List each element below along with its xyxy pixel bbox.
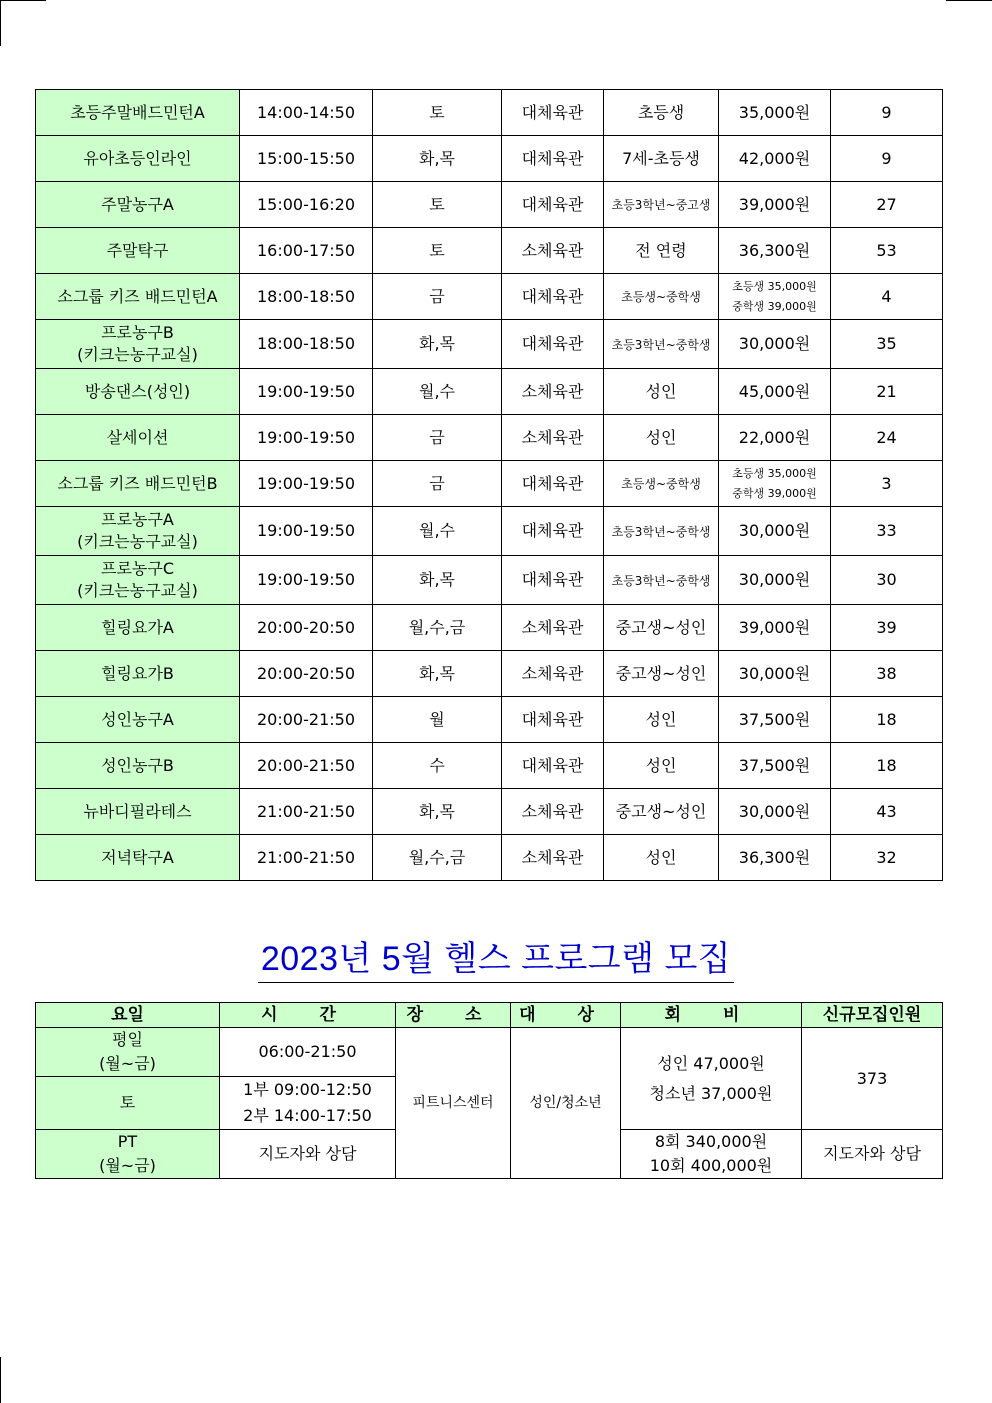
- program-place: 대체육관: [502, 90, 604, 136]
- program-target: 중고생~성인: [604, 651, 719, 697]
- program-name: 초등주말배드민턴A: [36, 90, 240, 136]
- program-fee: 36,300원: [719, 228, 831, 274]
- health-table: [35, 1002, 943, 1179]
- program-count: 35: [831, 320, 943, 369]
- program-fee: 30,000원: [719, 507, 831, 556]
- program-fee: 30,000원: [719, 651, 831, 697]
- weekday-label: 평일 (월~금): [36, 1028, 220, 1077]
- program-target: 초등3학년~중학생: [604, 556, 719, 605]
- program-place: 소체육관: [502, 415, 604, 461]
- program-fee: 37,500원: [719, 697, 831, 743]
- pt-fee: 8회 340,000원 10회 400,000원: [621, 1130, 802, 1179]
- crop-mark: [0, 1357, 1, 1403]
- program-time: 16:00-17:50: [240, 228, 373, 274]
- program-count: 9: [831, 90, 943, 136]
- program-row: [36, 789, 943, 835]
- header-target: 대 상: [511, 1003, 621, 1028]
- weekday-time: 06:00-21:50: [220, 1028, 396, 1077]
- program-count: 38: [831, 651, 943, 697]
- program-target: 중고생~성인: [604, 605, 719, 651]
- program-place: 대체육관: [502, 507, 604, 556]
- program-target: 초등생~중학생: [604, 274, 719, 320]
- pt-label: PT (월~금): [36, 1130, 220, 1179]
- program-day: 토: [373, 90, 502, 136]
- program-fee: 초등생 35,000원 중학생 39,000원: [719, 274, 831, 320]
- program-time: 20:00-20:50: [240, 605, 373, 651]
- program-fee: 39,000원: [719, 182, 831, 228]
- program-time: 18:00-18:50: [240, 274, 373, 320]
- program-name: 소그룹 키즈 배드민턴B: [36, 461, 240, 507]
- program-row: [36, 605, 943, 651]
- header-time: 시 간: [220, 1003, 396, 1028]
- program-name: 프로농구A (키크는농구교실): [36, 507, 240, 556]
- program-count: 43: [831, 789, 943, 835]
- program-row: [36, 697, 943, 743]
- program-row: [36, 556, 943, 605]
- program-day: 화,목: [373, 556, 502, 605]
- saturday-label: 토: [36, 1077, 220, 1130]
- program-name: 힐링요가A: [36, 605, 240, 651]
- program-day: 수: [373, 743, 502, 789]
- saturday-time: 1부 09:00-12:50 2부 14:00-17:50: [220, 1077, 396, 1130]
- program-name: 프로농구C (키크는농구교실): [36, 556, 240, 605]
- program-time: 20:00-21:50: [240, 697, 373, 743]
- program-fee: 30,000원: [719, 320, 831, 369]
- program-time: 21:00-21:50: [240, 835, 373, 881]
- program-fee: 42,000원: [719, 136, 831, 182]
- program-target: 성인: [604, 697, 719, 743]
- program-target: 성인: [604, 369, 719, 415]
- health-title-text: 2023년 5월 헬스 프로그램 모집: [258, 938, 734, 983]
- program-fee: 45,000원: [719, 369, 831, 415]
- program-name: 성인농구B: [36, 743, 240, 789]
- program-day: 화,목: [373, 136, 502, 182]
- program-row: [36, 274, 943, 320]
- program-name: 소그룹 키즈 배드민턴A: [36, 274, 240, 320]
- program-count: 32: [831, 835, 943, 881]
- program-time: 20:00-21:50: [240, 743, 373, 789]
- program-place: 대체육관: [502, 697, 604, 743]
- crop-mark: [0, 0, 46, 1]
- program-time: 14:00-14:50: [240, 90, 373, 136]
- program-day: 월,수,금: [373, 605, 502, 651]
- program-fee: 36,300원: [719, 835, 831, 881]
- program-target: 성인: [604, 743, 719, 789]
- program-target: 성인: [604, 835, 719, 881]
- program-time: 18:00-18:50: [240, 320, 373, 369]
- program-target: 초등생~중학생: [604, 461, 719, 507]
- program-row: [36, 228, 943, 274]
- program-count: 18: [831, 743, 943, 789]
- program-time: 19:00-19:50: [240, 461, 373, 507]
- program-place: 소체육관: [502, 605, 604, 651]
- program-fee: 30,000원: [719, 556, 831, 605]
- program-place: 소체육관: [502, 369, 604, 415]
- program-fee: 22,000원: [719, 415, 831, 461]
- program-target: 초등3학년~중학생: [604, 507, 719, 556]
- program-row: [36, 743, 943, 789]
- program-count: 4: [831, 274, 943, 320]
- program-count: 9: [831, 136, 943, 182]
- program-fee: 30,000원: [719, 789, 831, 835]
- header-place: 장 소: [396, 1003, 511, 1028]
- program-name: 방송댄스(성인): [36, 369, 240, 415]
- crop-mark: [0, 0, 1, 46]
- program-day: 금: [373, 415, 502, 461]
- program-target: 전 연령: [604, 228, 719, 274]
- program-target: 초등3학년~중학생: [604, 320, 719, 369]
- program-day: 화,목: [373, 789, 502, 835]
- program-name: 유아초등인라인: [36, 136, 240, 182]
- health-place: 피트니스센터: [396, 1028, 511, 1179]
- header-day: 요일: [36, 1003, 220, 1028]
- health-header-row: [36, 1003, 943, 1028]
- program-time: 19:00-19:50: [240, 507, 373, 556]
- program-time: 15:00-15:50: [240, 136, 373, 182]
- program-place: 소체육관: [502, 228, 604, 274]
- health-recruit: 373: [802, 1028, 943, 1130]
- program-row: [36, 507, 943, 556]
- program-day: 토: [373, 182, 502, 228]
- header-fee: 회 비: [621, 1003, 802, 1028]
- crop-mark: [946, 0, 992, 1]
- program-count: 18: [831, 697, 943, 743]
- program-day: 월,수: [373, 369, 502, 415]
- program-count: 21: [831, 369, 943, 415]
- program-row: [36, 182, 943, 228]
- program-row: [36, 136, 943, 182]
- program-place: 대체육관: [502, 743, 604, 789]
- program-name: 성인농구A: [36, 697, 240, 743]
- program-time: 19:00-19:50: [240, 415, 373, 461]
- program-row: [36, 369, 943, 415]
- program-time: 15:00-16:20: [240, 182, 373, 228]
- program-row: [36, 651, 943, 697]
- program-count: 24: [831, 415, 943, 461]
- program-place: 대체육관: [502, 461, 604, 507]
- program-name: 프로농구B (키크는농구교실): [36, 320, 240, 369]
- program-time: 21:00-21:50: [240, 789, 373, 835]
- program-count: 3: [831, 461, 943, 507]
- program-row: [36, 835, 943, 881]
- health-row-weekday: [36, 1028, 943, 1077]
- program-day: 금: [373, 461, 502, 507]
- program-count: 39: [831, 605, 943, 651]
- program-day: 화,목: [373, 651, 502, 697]
- program-row: [36, 90, 943, 136]
- pt-time: 지도자와 상담: [220, 1130, 396, 1179]
- program-name: 주말농구A: [36, 182, 240, 228]
- program-place: 대체육관: [502, 320, 604, 369]
- program-fee: 초등생 35,000원 중학생 39,000원: [719, 461, 831, 507]
- header-recruit: 신규모집인원: [802, 1003, 943, 1028]
- program-place: 대체육관: [502, 182, 604, 228]
- program-place: 소체육관: [502, 835, 604, 881]
- program-name: 뉴바디필라테스: [36, 789, 240, 835]
- program-day: 월,수,금: [373, 835, 502, 881]
- program-fee: 37,500원: [719, 743, 831, 789]
- program-place: 대체육관: [502, 556, 604, 605]
- program-time: 19:00-19:50: [240, 369, 373, 415]
- program-target: 초등생: [604, 90, 719, 136]
- programs-table: [35, 89, 943, 881]
- health-fee: 성인 47,000원 청소년 37,000원: [621, 1028, 802, 1130]
- program-place: 소체육관: [502, 651, 604, 697]
- program-target: 성인: [604, 415, 719, 461]
- health-target: 성인/청소년: [511, 1028, 621, 1179]
- program-name: 힐링요가B: [36, 651, 240, 697]
- program-name: 주말탁구: [36, 228, 240, 274]
- program-target: 7세-초등생: [604, 136, 719, 182]
- program-day: 월,수: [373, 507, 502, 556]
- program-name: 저녁탁구A: [36, 835, 240, 881]
- program-name: 살세이션: [36, 415, 240, 461]
- program-count: 53: [831, 228, 943, 274]
- program-count: 33: [831, 507, 943, 556]
- program-row: [36, 415, 943, 461]
- program-day: 화,목: [373, 320, 502, 369]
- program-count: 27: [831, 182, 943, 228]
- program-count: 30: [831, 556, 943, 605]
- program-place: 대체육관: [502, 136, 604, 182]
- program-day: 월: [373, 697, 502, 743]
- program-place: 소체육관: [502, 789, 604, 835]
- program-target: 초등3학년~중고생: [604, 182, 719, 228]
- program-fee: 35,000원: [719, 90, 831, 136]
- program-day: 금: [373, 274, 502, 320]
- health-title: [0, 938, 992, 983]
- program-row: [36, 461, 943, 507]
- program-place: 대체육관: [502, 274, 604, 320]
- program-target: 중고생~성인: [604, 789, 719, 835]
- program-time: 20:00-20:50: [240, 651, 373, 697]
- program-day: 토: [373, 228, 502, 274]
- program-row: [36, 320, 943, 369]
- program-fee: 39,000원: [719, 605, 831, 651]
- program-time: 19:00-19:50: [240, 556, 373, 605]
- pt-recruit: 지도자와 상담: [802, 1130, 943, 1179]
